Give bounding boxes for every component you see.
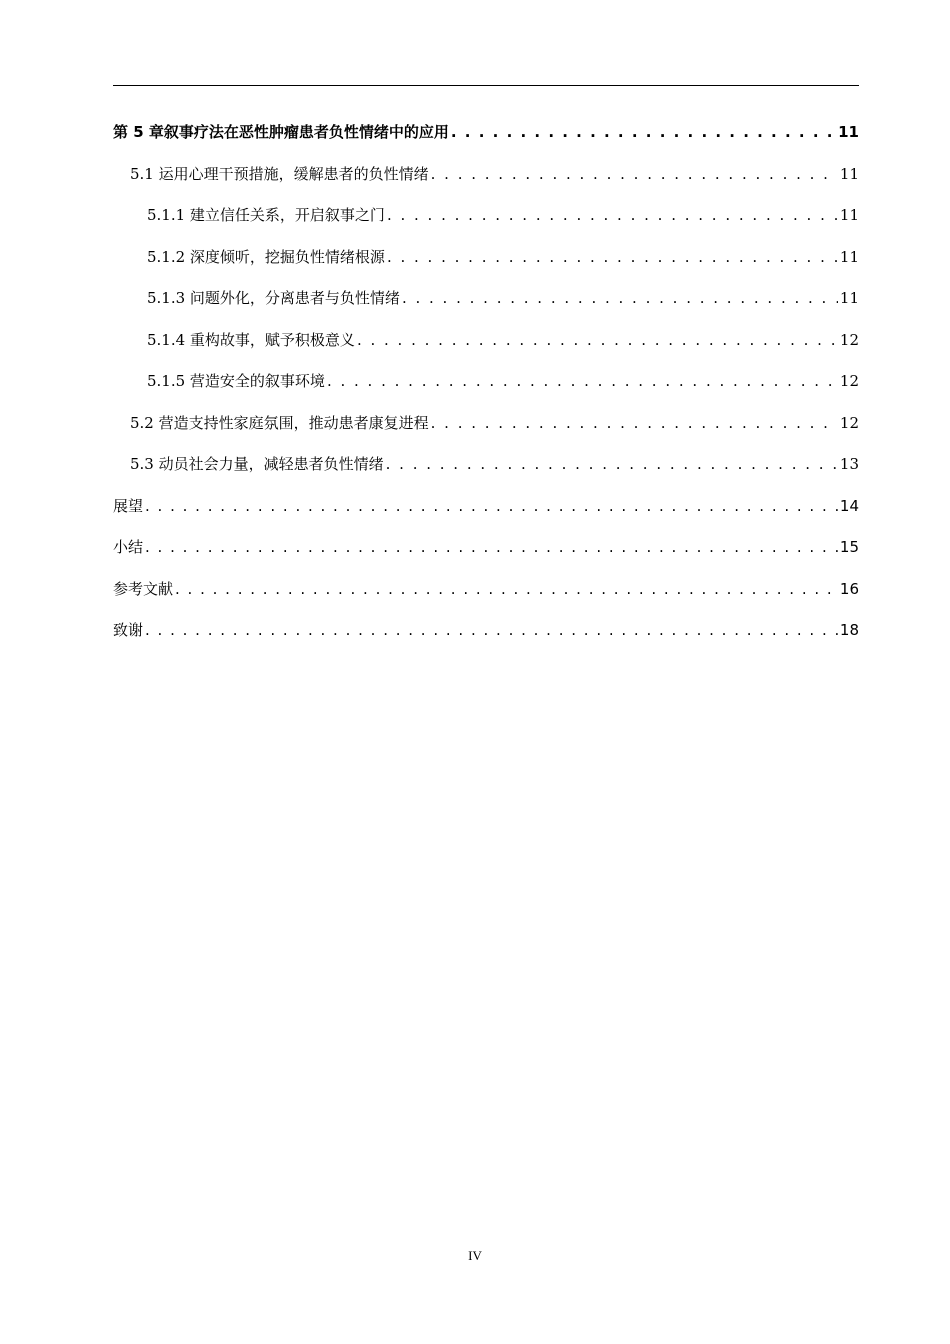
toc-entry-acknowledgements[interactable] [113,618,859,642]
toc-dot-leader [145,535,838,559]
toc-entry-summary[interactable] [113,535,859,559]
toc-entry-title: 5.1 运用心理干预措施，缓解患者的负性情绪 [130,165,429,183]
toc-entry-page: 11 [839,165,859,183]
toc-entry-title: 5.1.4 重构故事，赋予积极意义 [147,331,355,349]
toc-entry-page: 16 [839,580,859,598]
toc-dot-leader [451,120,836,144]
toc-dot-leader [145,618,838,642]
toc-entry-5-1-3[interactable] [147,286,859,310]
toc-dot-leader [357,328,838,352]
toc-entry-title: 小结 [113,538,144,556]
toc-entry-page: 12 [839,331,859,349]
header-rule [113,85,859,86]
toc-entry-page: 12 [839,414,859,432]
toc-entry-outlook[interactable] [113,494,859,518]
toc-dot-leader [327,369,838,393]
toc-dot-leader [402,286,838,310]
toc-dot-leader [431,411,838,435]
page-number: IV [468,1248,482,1263]
toc-entry-title: 5.1.2 深度倾听，挖掘负性情绪根源 [147,248,385,266]
toc-entry-title: 致谢 [113,621,144,639]
toc-entry-page: 11 [838,123,859,141]
toc-entry-title: 5.1.3 问题外化，分离患者与负性情绪 [147,289,400,307]
toc-entry-chapter-5[interactable] [113,120,859,144]
toc-entry-title: 5.3 动员社会力量，减轻患者负性情绪 [130,455,384,473]
toc-entry-title: 展望 [113,497,144,515]
toc-dot-leader [387,245,838,269]
toc-dot-leader [145,494,838,518]
toc-entry-page: 12 [839,372,859,390]
toc-entry-5-2[interactable] [130,411,859,435]
toc-entry-5-1-1[interactable] [147,203,859,227]
toc-entry-title: 5.1.5 营造安全的叙事环境 [147,372,325,390]
toc-entry-title: 5.1.1 建立信任关系，开启叙事之门 [147,206,385,224]
toc-entry-page: 13 [839,455,859,473]
toc-entry-title: 第 5 章叙事疗法在恶性肿瘤患者负性情绪中的应用 [113,123,449,141]
toc-dot-leader [175,577,838,601]
toc-entry-page: 11 [839,248,859,266]
toc-dot-leader [431,162,838,186]
toc-entry-5-1-5[interactable] [147,369,859,393]
toc-entry-page: 18 [839,621,859,639]
toc-entry-title: 参考文献 [113,580,174,598]
toc-entry-5-1-2[interactable] [147,245,859,269]
toc-dot-leader [386,452,838,476]
toc-entry-page: 11 [839,289,859,307]
toc-entry-5-1[interactable] [130,162,859,186]
toc-entry-references[interactable] [113,577,859,601]
toc-entry-5-3[interactable] [130,452,859,476]
toc-entry-page: 14 [839,497,859,515]
toc-dot-leader [387,203,838,227]
toc-entry-page: 15 [839,538,859,556]
toc-entry-5-1-4[interactable] [147,328,859,352]
toc-entry-title: 5.2 营造支持性家庭氛围，推动患者康复进程 [130,414,429,432]
toc-entry-page: 11 [839,206,859,224]
